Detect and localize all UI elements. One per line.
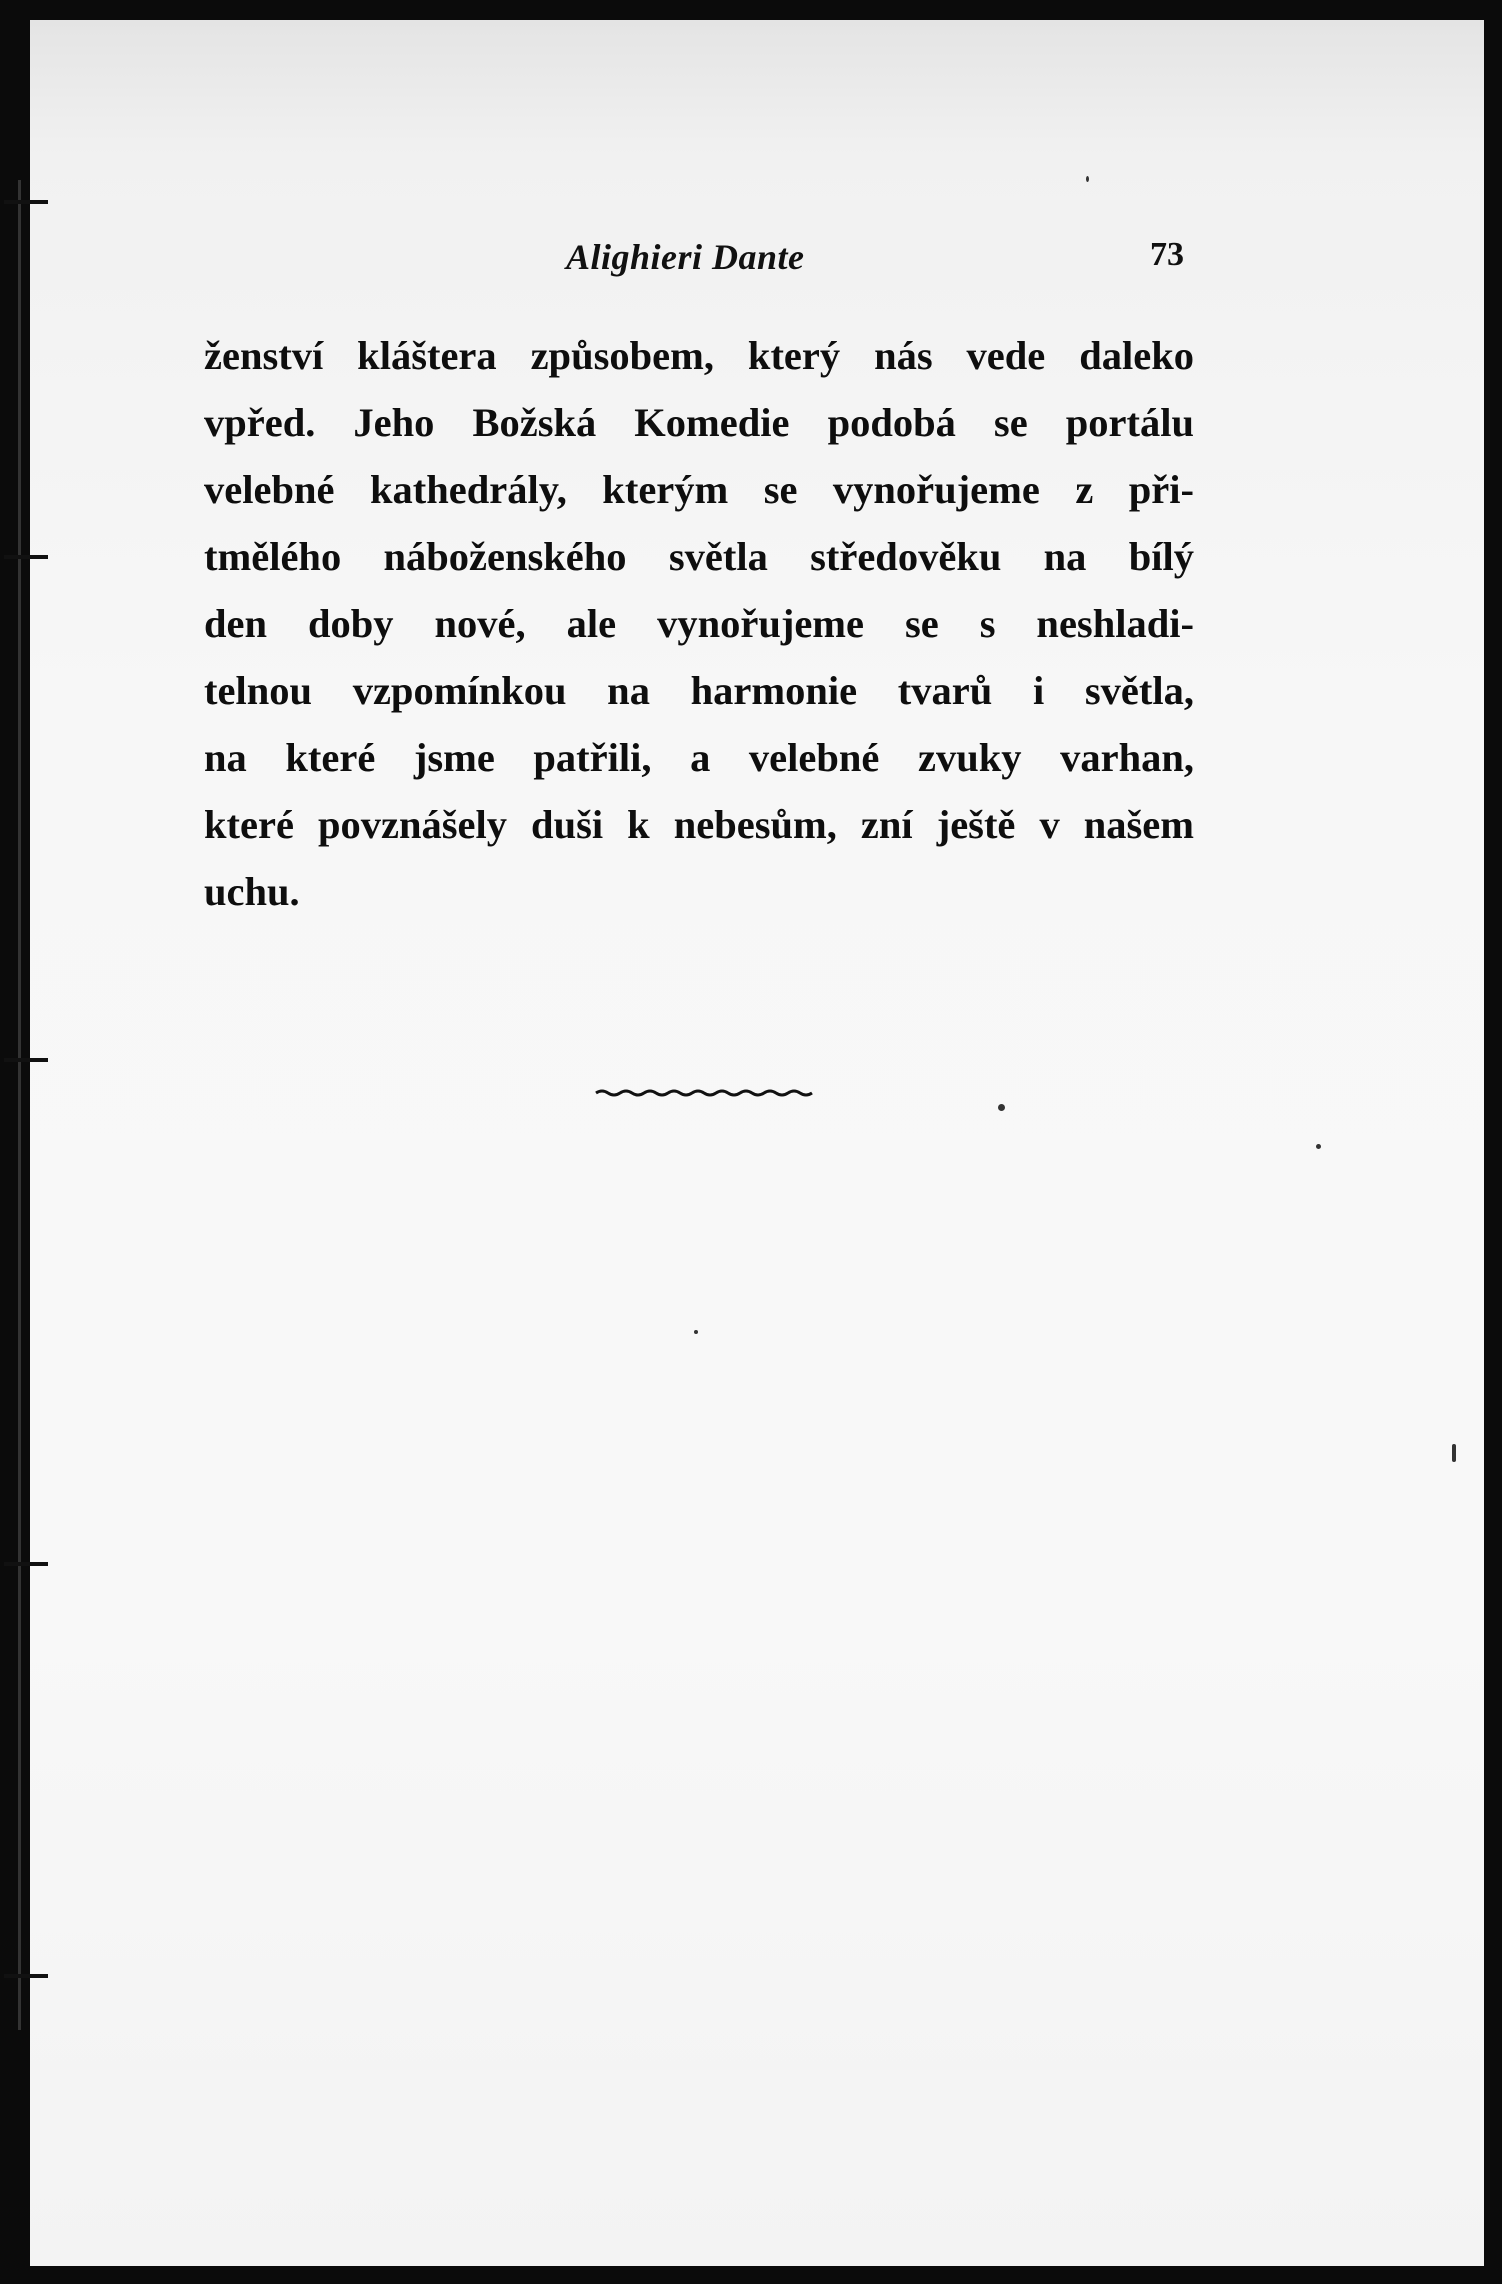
book-spine — [0, 0, 30, 2284]
binding-stitch — [4, 1974, 48, 1978]
text-line: na které jsme patřili, a velebné zvuky varhan, — [204, 735, 1194, 780]
text-line: telnou vzpomínkou na harmonie tvarů i světla, — [204, 668, 1194, 713]
print-speck — [998, 1104, 1005, 1111]
running-head — [0, 236, 1502, 286]
print-speck — [1452, 1444, 1456, 1462]
print-speck — [1086, 176, 1089, 182]
binding-stitch — [4, 200, 48, 204]
text-line: ženství kláštera způsobem, který nás vede daleko — [204, 333, 1194, 378]
text-line: den doby nové, ale vynořujeme se s neshladi- — [204, 601, 1194, 646]
binding-thread — [18, 180, 21, 2030]
body-paragraph — [204, 322, 1194, 925]
binding-stitch — [4, 555, 48, 559]
text-line: které povznášely duši k nebesům, zní ještě v našem — [204, 802, 1194, 847]
print-speck — [694, 1330, 698, 1334]
text-line: vpřed. Jeho Božská Komedie podobá se portálu — [204, 400, 1194, 445]
binding-stitch — [4, 1562, 48, 1566]
text-line: tmělého náboženského světla středověku na bílý — [204, 534, 1194, 579]
print-speck — [1316, 1144, 1321, 1149]
running-title: Alighieri Dante — [566, 237, 805, 277]
page-number: 73 — [1150, 236, 1184, 273]
text-line: velebné kathedrály, kterým se vynořujeme z při- — [204, 467, 1194, 512]
end-ornament-rule — [594, 1086, 814, 1100]
text-line: uchu. — [204, 869, 300, 914]
binding-stitch — [4, 1058, 48, 1062]
